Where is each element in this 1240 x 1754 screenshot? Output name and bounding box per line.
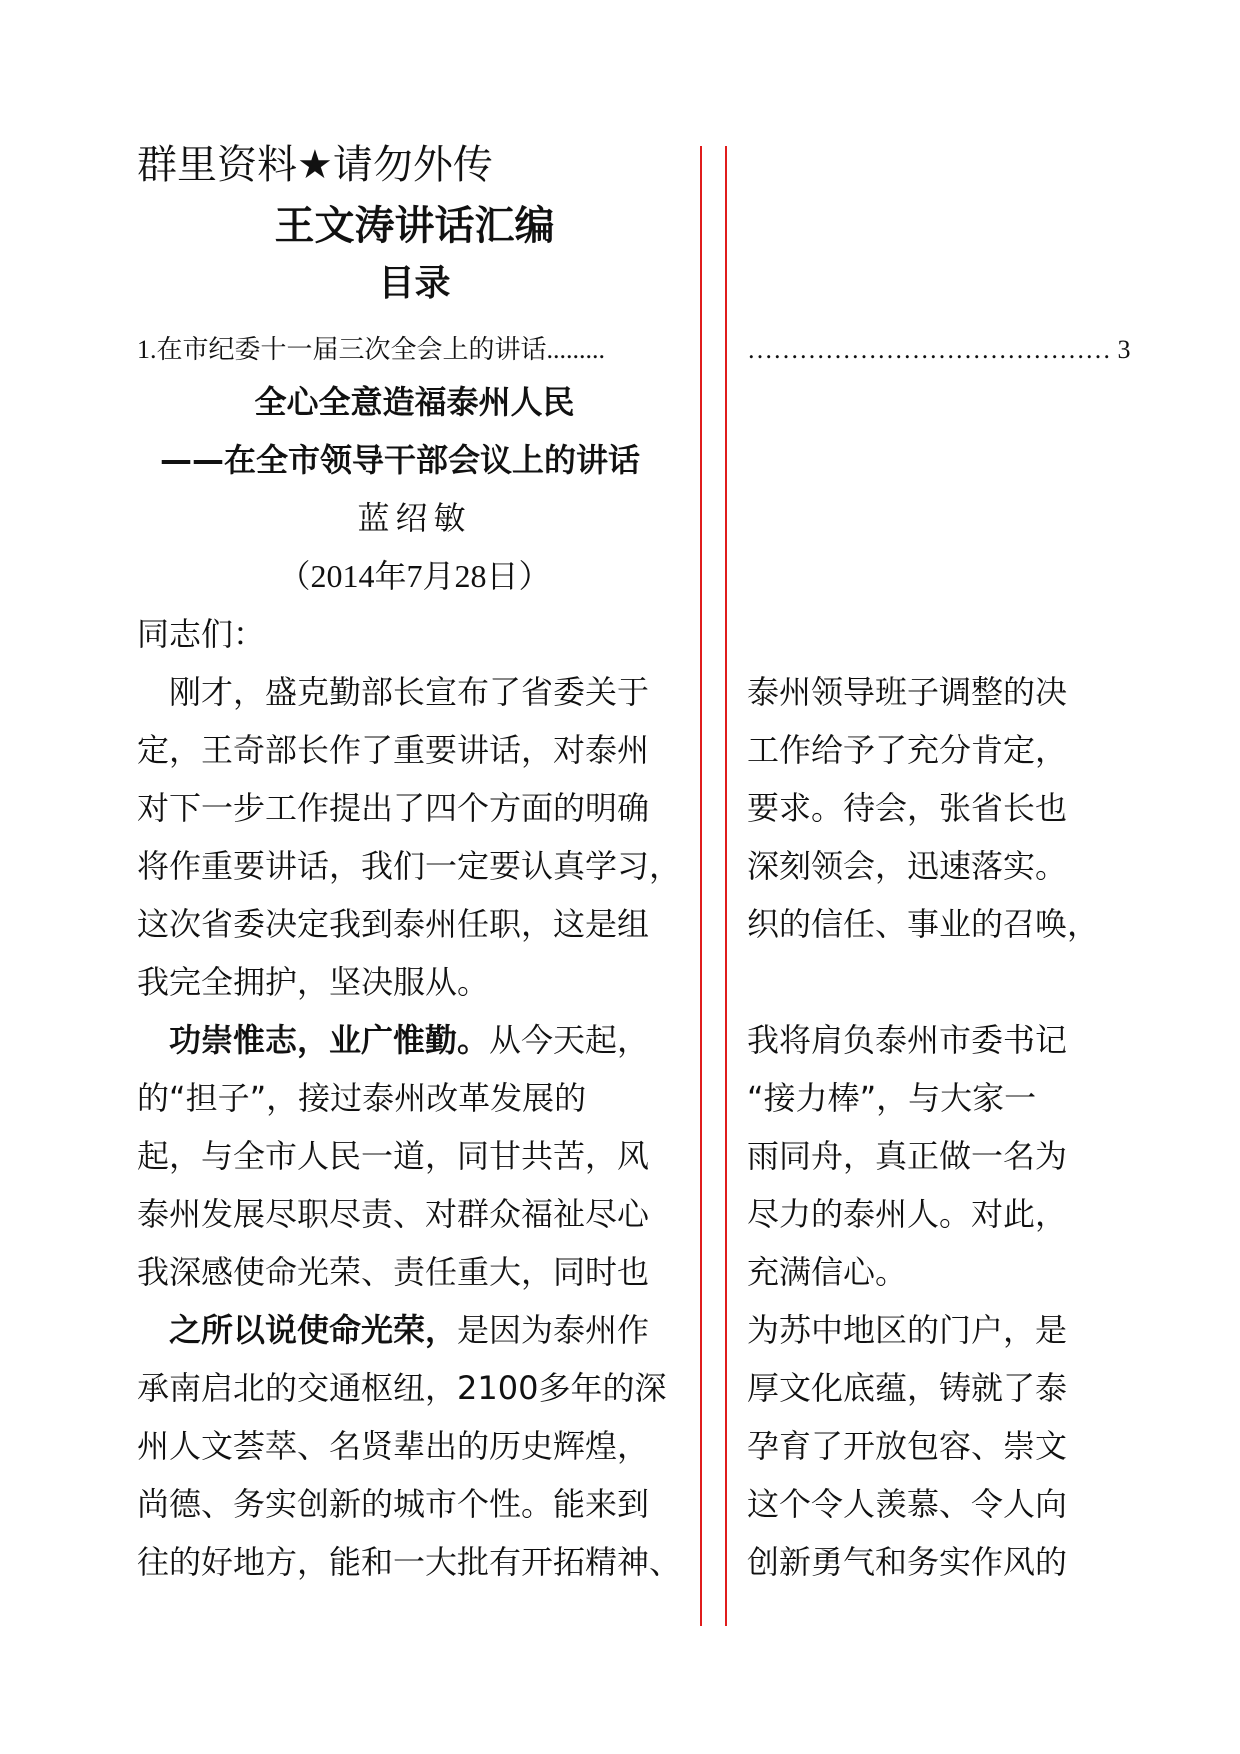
left-line: 尚德、务实创新的城市个性。能来到 bbox=[137, 1485, 650, 1523]
left-line: 我完全拥护，坚决服从。 bbox=[137, 963, 490, 1001]
paragraph-lead bbox=[137, 1310, 649, 1350]
paragraph-lead-bold: 之所以说使命光荣， bbox=[137, 1311, 458, 1349]
left-line: 将作重要讲话，我们一定要认真学习， bbox=[137, 847, 682, 885]
paragraph-lead-bold: 功崇惟志，业广惟勤。 bbox=[137, 1021, 490, 1059]
right-line: 泰州领导班子调整的决 bbox=[747, 673, 1068, 711]
left-line: 承南启北的交通枢纽，2100多年的深 bbox=[137, 1369, 667, 1407]
divider-line-right bbox=[725, 146, 727, 1626]
left-line: 我深感使命光荣、责任重大，同时也 bbox=[137, 1253, 650, 1291]
right-line: 孕育了开放包容、崇文 bbox=[747, 1427, 1068, 1465]
right-line: 厚文化底蕴，铸就了泰 bbox=[747, 1369, 1068, 1407]
left-line: 往的好地方，能和一大批有开拓精神、 bbox=[137, 1543, 682, 1581]
left-line: 泰州发展尽职尽责、对群众福祉尽心 bbox=[137, 1195, 650, 1233]
speech-subtitle: ——在全市领导干部会议上的讲话 bbox=[160, 441, 641, 479]
right-line: 我将肩负泰州市委书记 bbox=[747, 1021, 1068, 1059]
left-line: 对下一步工作提出了四个方面的明确 bbox=[137, 789, 650, 827]
right-line: 深刻领会，迅速落实。 bbox=[747, 847, 1068, 885]
left-line: 起，与全市人民一道，同甘共苦，风 bbox=[137, 1137, 650, 1175]
header-tag: 群里资料★请勿外传 bbox=[137, 142, 493, 188]
speech-author: 蓝绍敏 bbox=[357, 499, 472, 537]
collection-title: 王文涛讲话汇编 bbox=[274, 203, 555, 249]
right-line: “接力棒”，与大家一 bbox=[747, 1079, 1037, 1117]
right-line: 要求。待会，张省长也 bbox=[747, 789, 1068, 827]
right-line: 为苏中地区的门户，是 bbox=[747, 1311, 1068, 1349]
left-line: 的“担子”，接过泰州改革发展的 bbox=[137, 1079, 587, 1117]
left-line: 刚才，盛克勤部长宣布了省委关于 bbox=[137, 673, 650, 711]
paragraph-lead-rest: 是因为泰州作 bbox=[457, 1311, 650, 1349]
salutation: 同志们： bbox=[137, 615, 266, 653]
paragraph-lead-rest: 从今天起， bbox=[489, 1021, 650, 1059]
left-line: 州人文荟萃、名贤辈出的历史辉煌， bbox=[137, 1427, 650, 1465]
left-line: 这次省委决定我到泰州任职，这是组 bbox=[137, 905, 650, 943]
left-line: 定，王奇部长作了重要讲话，对泰州 bbox=[137, 731, 650, 769]
right-line: 尽力的泰州人。对此， bbox=[747, 1195, 1068, 1233]
toc-page-number[interactable]: …………………………………… 3 bbox=[747, 335, 1131, 364]
right-line: 创新勇气和务实作风的 bbox=[747, 1543, 1068, 1581]
paragraph-lead bbox=[137, 1020, 649, 1060]
speech-title: 全心全意造福泰州人民 bbox=[254, 383, 575, 421]
right-line: 工作给予了充分肯定， bbox=[747, 731, 1068, 769]
right-line: 织的信任、事业的召唤， bbox=[747, 905, 1100, 943]
right-line: 雨同舟，真正做一名为 bbox=[747, 1137, 1068, 1175]
speech-date: （2014年7月28日） bbox=[278, 558, 551, 594]
divider-line-left bbox=[700, 146, 702, 1626]
right-line: 这个令人羡慕、令人向 bbox=[747, 1485, 1068, 1523]
toc-entry[interactable]: 1.在市纪委十一届三次全会上的讲话......... bbox=[137, 335, 606, 364]
right-line: 充满信心。 bbox=[747, 1253, 908, 1291]
toc-heading: 目录 bbox=[378, 263, 451, 304]
